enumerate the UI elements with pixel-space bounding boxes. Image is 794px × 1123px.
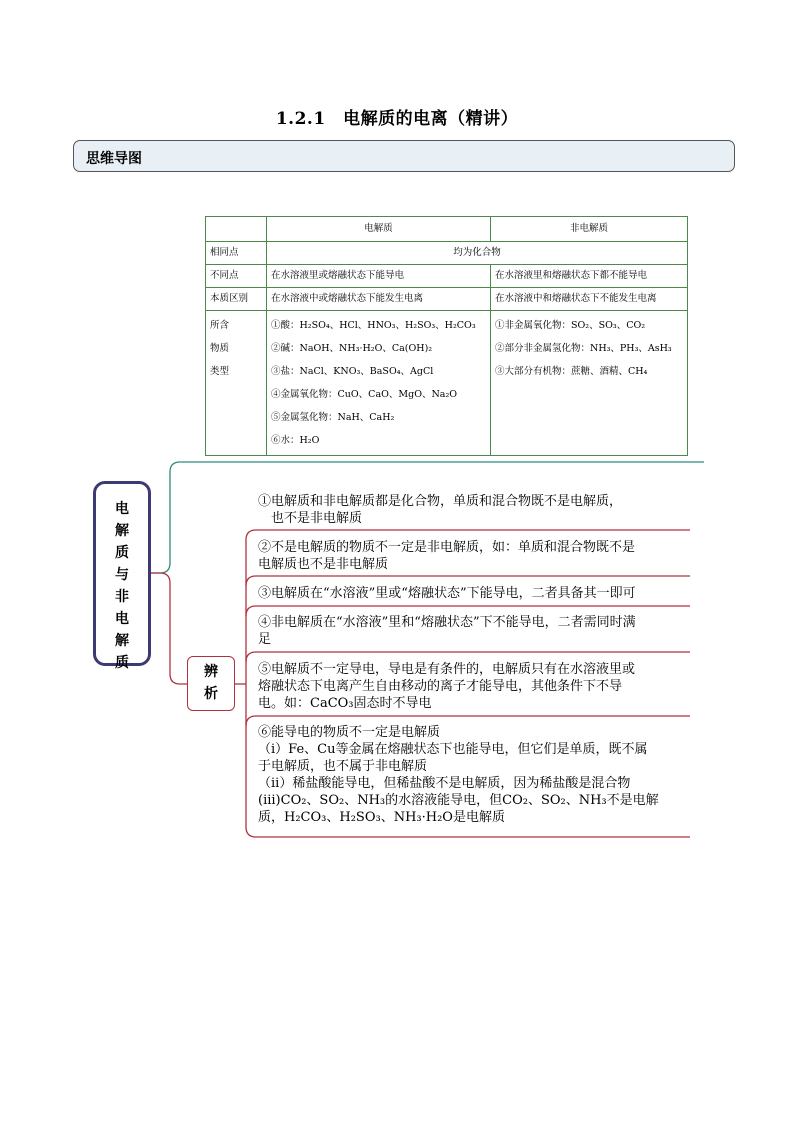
table-cell: 在水溶液中或熔融状态下能发生电离 [267, 288, 491, 311]
root-node [93, 481, 151, 671]
item-line: (iii)CO₂、SO₂、NH₃的水溶液能导电，但CO₂、SO₂、NH₃不是电解 [258, 793, 659, 808]
row-label-line: 物质 [210, 343, 230, 354]
branch-char: 析 [204, 686, 218, 702]
type-line: ④金属氧化物：CuO、CaO、MgO、Na₂O [271, 389, 458, 400]
type-line: ⑥水：H₂O [271, 435, 320, 446]
type-line: ③盐：NaCl、KNO₃、BaSO₄、AgCl [271, 366, 434, 377]
mindmap-item-5 [258, 661, 688, 712]
root-char: 与 [115, 567, 129, 583]
mindmap-item-6 [258, 724, 688, 826]
root-char: 解 [115, 633, 129, 649]
item-line: 电。如：CaCO₃固态时不导电 [258, 696, 432, 711]
mindmap-item-4 [258, 614, 688, 648]
section-label: 思维导图 [86, 151, 142, 167]
table-header-cell: 电解质 [267, 217, 491, 242]
mindmap-item-3 [258, 585, 688, 602]
item-line: （ii）稀盐酸能导电，但稀盐酸不是电解质，因为稀盐酸是混合物 [258, 776, 631, 791]
item-line: 电解质也不是非电解质 [258, 557, 389, 572]
item-line: 足 [258, 632, 272, 647]
table-header-cell: 非电解质 [491, 217, 688, 242]
mindmap-item-2 [258, 539, 688, 573]
item-line: ②不是电解质的物质不一定是非电解质，如：单质和混合物既不是 [258, 540, 636, 555]
root-char: 非 [115, 589, 129, 605]
item-line: ①电解质和非电解质都是化合物，单质和混合物既不是电解质， [258, 494, 623, 509]
root-char: 电 [115, 501, 129, 517]
table-cell: 在水溶液里和熔融状态下都不能导电 [491, 265, 688, 288]
item-line: ④非电解质在“水溶液”里和“熔融状态”下不能导电，二者需同时满 [258, 615, 636, 630]
mindmap-item-1 [258, 493, 688, 527]
table-cell: 在水溶液里或熔融状态下能导电 [267, 265, 491, 288]
item-line: 熔融状态下电离产生自由移动的离子才能导电，其他条件下不导 [258, 679, 623, 694]
root-char: 解 [115, 523, 129, 539]
item-line: 于电解质，也不属于非电解质 [258, 759, 428, 774]
item-line: 质，H₂CO₃、H₂SO₃、NH₃·H₂O是电解质 [258, 810, 505, 825]
row-label: 本质区别 [206, 288, 267, 311]
row-label: 相同点 [206, 242, 267, 265]
page-title: 1.2.1 电解质的电离（精讲） [275, 109, 519, 129]
type-line: ①酸：H₂SO₄、HCl、HNO₃、H₂SO₃、H₂CO₃ [271, 320, 476, 331]
item-line: ⑤电解质不一定导电，导电是有条件的，电解质只有在水溶液里或 [258, 662, 636, 677]
item-line: （i）Fe、Cu等金属在熔融状态下也能导电，但它们是单质，既不属 [258, 742, 648, 757]
type-line: ②部分非金属氢化物：NH₃、PH₃、AsH₃ [495, 343, 672, 354]
row-label-line: 所含 [210, 320, 230, 331]
root-char: 电 [115, 611, 129, 627]
type-line: ①非金属氧化物：SO₂、SO₃、CO₂ [495, 320, 646, 331]
table-cell: 在水溶液中和熔融状态下不能发生电离 [491, 288, 688, 311]
item-underline [246, 827, 690, 837]
type-line: ③大部分有机物：蔗糖、酒精、CH₄ [495, 366, 648, 377]
root-char: 质 [115, 545, 129, 561]
row-label-line: 类型 [210, 366, 230, 377]
item-line: ⑥能导电的物质不一定是电解质 [258, 725, 441, 740]
item-line: ③电解质在“水溶液”里或“熔融状态”下能导电，二者具备其一即可 [258, 586, 636, 601]
item-line: 也不是非电解质 [258, 511, 363, 526]
type-line: ②碱：NaOH、NH₃·H₂O、Ca(OH)₂ [271, 343, 433, 354]
type-line: ⑤金属氢化物：NaH、CaH₂ [271, 412, 395, 423]
branch-char: 辨 [204, 664, 218, 680]
table-cell: 均为化合物 [267, 242, 688, 265]
branch-node [187, 656, 235, 711]
row-label: 不同点 [206, 265, 267, 288]
root-char: 质 [115, 655, 129, 671]
root-connector-branch [151, 573, 187, 684]
